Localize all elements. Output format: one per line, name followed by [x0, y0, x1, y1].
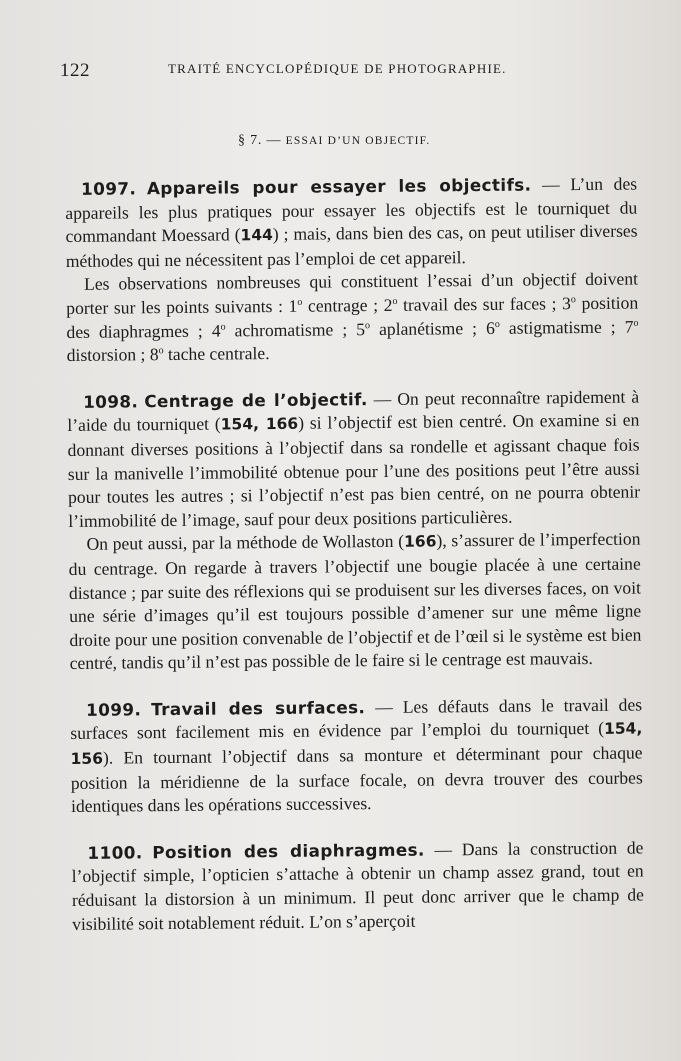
paragraph-text: ) ; mais, dans bien des cas, on peut utiliser diverses méthodes qui ne nécessitent pas l’emploi de cet appareil. — [65, 220, 638, 271]
paragraph-text: centrage ; 2 — [302, 294, 393, 316]
article-title: Appareils pour essayer les objectifs. — [146, 174, 532, 199]
article-title: Position des diaphragmes. — [152, 839, 425, 863]
ordinal-marker: o — [392, 295, 398, 307]
page-number: 122 — [60, 60, 90, 81]
article-number: 1097. — [81, 178, 137, 199]
cross-reference: 154 — [220, 415, 254, 434]
cross-reference: 144 — [240, 226, 273, 245]
paragraph-text: ), s’assurer de l’imperfection du centrage. On regarde à travers l’objectif une bougie placée à une certaine distance ; par suite des réflexions qui se produisent sur les diverses faces, on voit une série d’images qu’il est toujours possible d’amener sur une même ligne droite pour une position convenable de l’objectif et de l’œil si le système est bien centré, tandis qu’il n’est pas possible de le faire si le centrage est mauvais. — [68, 528, 642, 674]
paragraph-text: ). En tournant l’objectif dans sa monture et déterminant pour chaque position la méridienne de la surface focale, on devra trouver des courbes identiques dans les opérations successives. — [70, 742, 643, 817]
body-text — [65, 173, 644, 937]
paragraph-text: On peut aussi, par la méthode de Wollaston ( — [86, 531, 405, 555]
reference-separator: , — [636, 719, 643, 739]
ordinal-marker: o — [364, 319, 371, 331]
paragraph-text: distorsion ; 8 — [66, 344, 159, 366]
article-title: Centrage de l’objectif. — [144, 388, 368, 411]
ordinal-marker: o — [633, 317, 639, 329]
article-title: Travail des surfaces. — [151, 697, 366, 720]
article-1097-paragraph-1 — [65, 173, 638, 274]
running-title: TRAITÉ ENCYCLOPÉDIQUE DE PHOTOGRAPHIE. — [168, 61, 507, 76]
article-1098-paragraph-2 — [68, 528, 641, 676]
reference-separator: , — [252, 415, 266, 434]
paragraph-text: travail des sur faces ; 3 — [397, 293, 571, 315]
article-number: 1098. — [83, 391, 139, 412]
paragraph-text: Les observations nombreuses qui constituent l’essai d’un objectif doivent porter sur les points suivants : 1 — [66, 268, 639, 318]
paragraph-text: position des diaphragmes ; 4 — [66, 292, 639, 342]
ordinal-marker: o — [220, 321, 226, 333]
cross-reference: 154 — [603, 720, 637, 739]
paragraph-text: astigmatisme ; 7 — [499, 316, 634, 338]
paragraph-text: achromatisme ; 5 — [225, 318, 366, 341]
paragraph-text: tache centrale. — [163, 343, 270, 365]
ordinal-marker: o — [297, 296, 303, 308]
cross-reference: 166 — [265, 415, 299, 434]
ordinal-marker: o — [494, 318, 500, 330]
section-mark: § 7. — — [238, 133, 282, 148]
article-1100-paragraph-1 — [71, 836, 644, 936]
article-number: 1100. — [87, 842, 143, 863]
article-1098-paragraph-1 — [67, 385, 640, 533]
ordinal-marker: o — [570, 294, 576, 306]
paragraph-text: — L’un des appareils les plus pratiques pour essayer les objectifs est le tourniquet du commandant Moessard ( — [65, 173, 638, 247]
section-heading — [238, 133, 430, 149]
cross-reference: 156 — [70, 749, 104, 769]
article-number: 1099. — [86, 699, 142, 720]
paragraph-text: ) si l’objectif est bien centré. On examine si en donnant diverses positions à l’objectif dans sa rondelle et agissant chaque fois sur la manivelle l’immobilité obtenue pour l’une des positions peut l’être aussi pour toutes les autres ; si l’objectif n’est pas bien centré, on ne pourra obtenir l’immobilité de l’image, sauf pour deux positions particulières. — [67, 409, 641, 531]
ordinal-marker: o — [158, 345, 164, 357]
article-1099-paragraph-1 — [70, 693, 643, 818]
paragraph-text: aplanétisme ; 6 — [369, 317, 495, 339]
article-1097-paragraph-2 — [66, 268, 639, 368]
section-title: ESSAI D’UN OBJECTIF. — [285, 135, 431, 147]
paragraph-text: — On peut reconnaître rapidement à l’aide du tourniquet ( — [67, 386, 640, 436]
paragraph-text: — Dans la construction de l’objectif simple, l’opticien s’attache à obtenir un champ assez grand, tout en réduisant la distorsion à un minimum. Il peut donc arriver que le champ de visibilité soit notablement réduit. L’on s’aperçoit — [71, 837, 645, 934]
cross-reference: 166 — [404, 532, 437, 552]
paragraph-text: — Les défauts dans le travail des surfaces sont facilement mis en évidence par l’emploi du tourniquet ( — [70, 694, 643, 744]
